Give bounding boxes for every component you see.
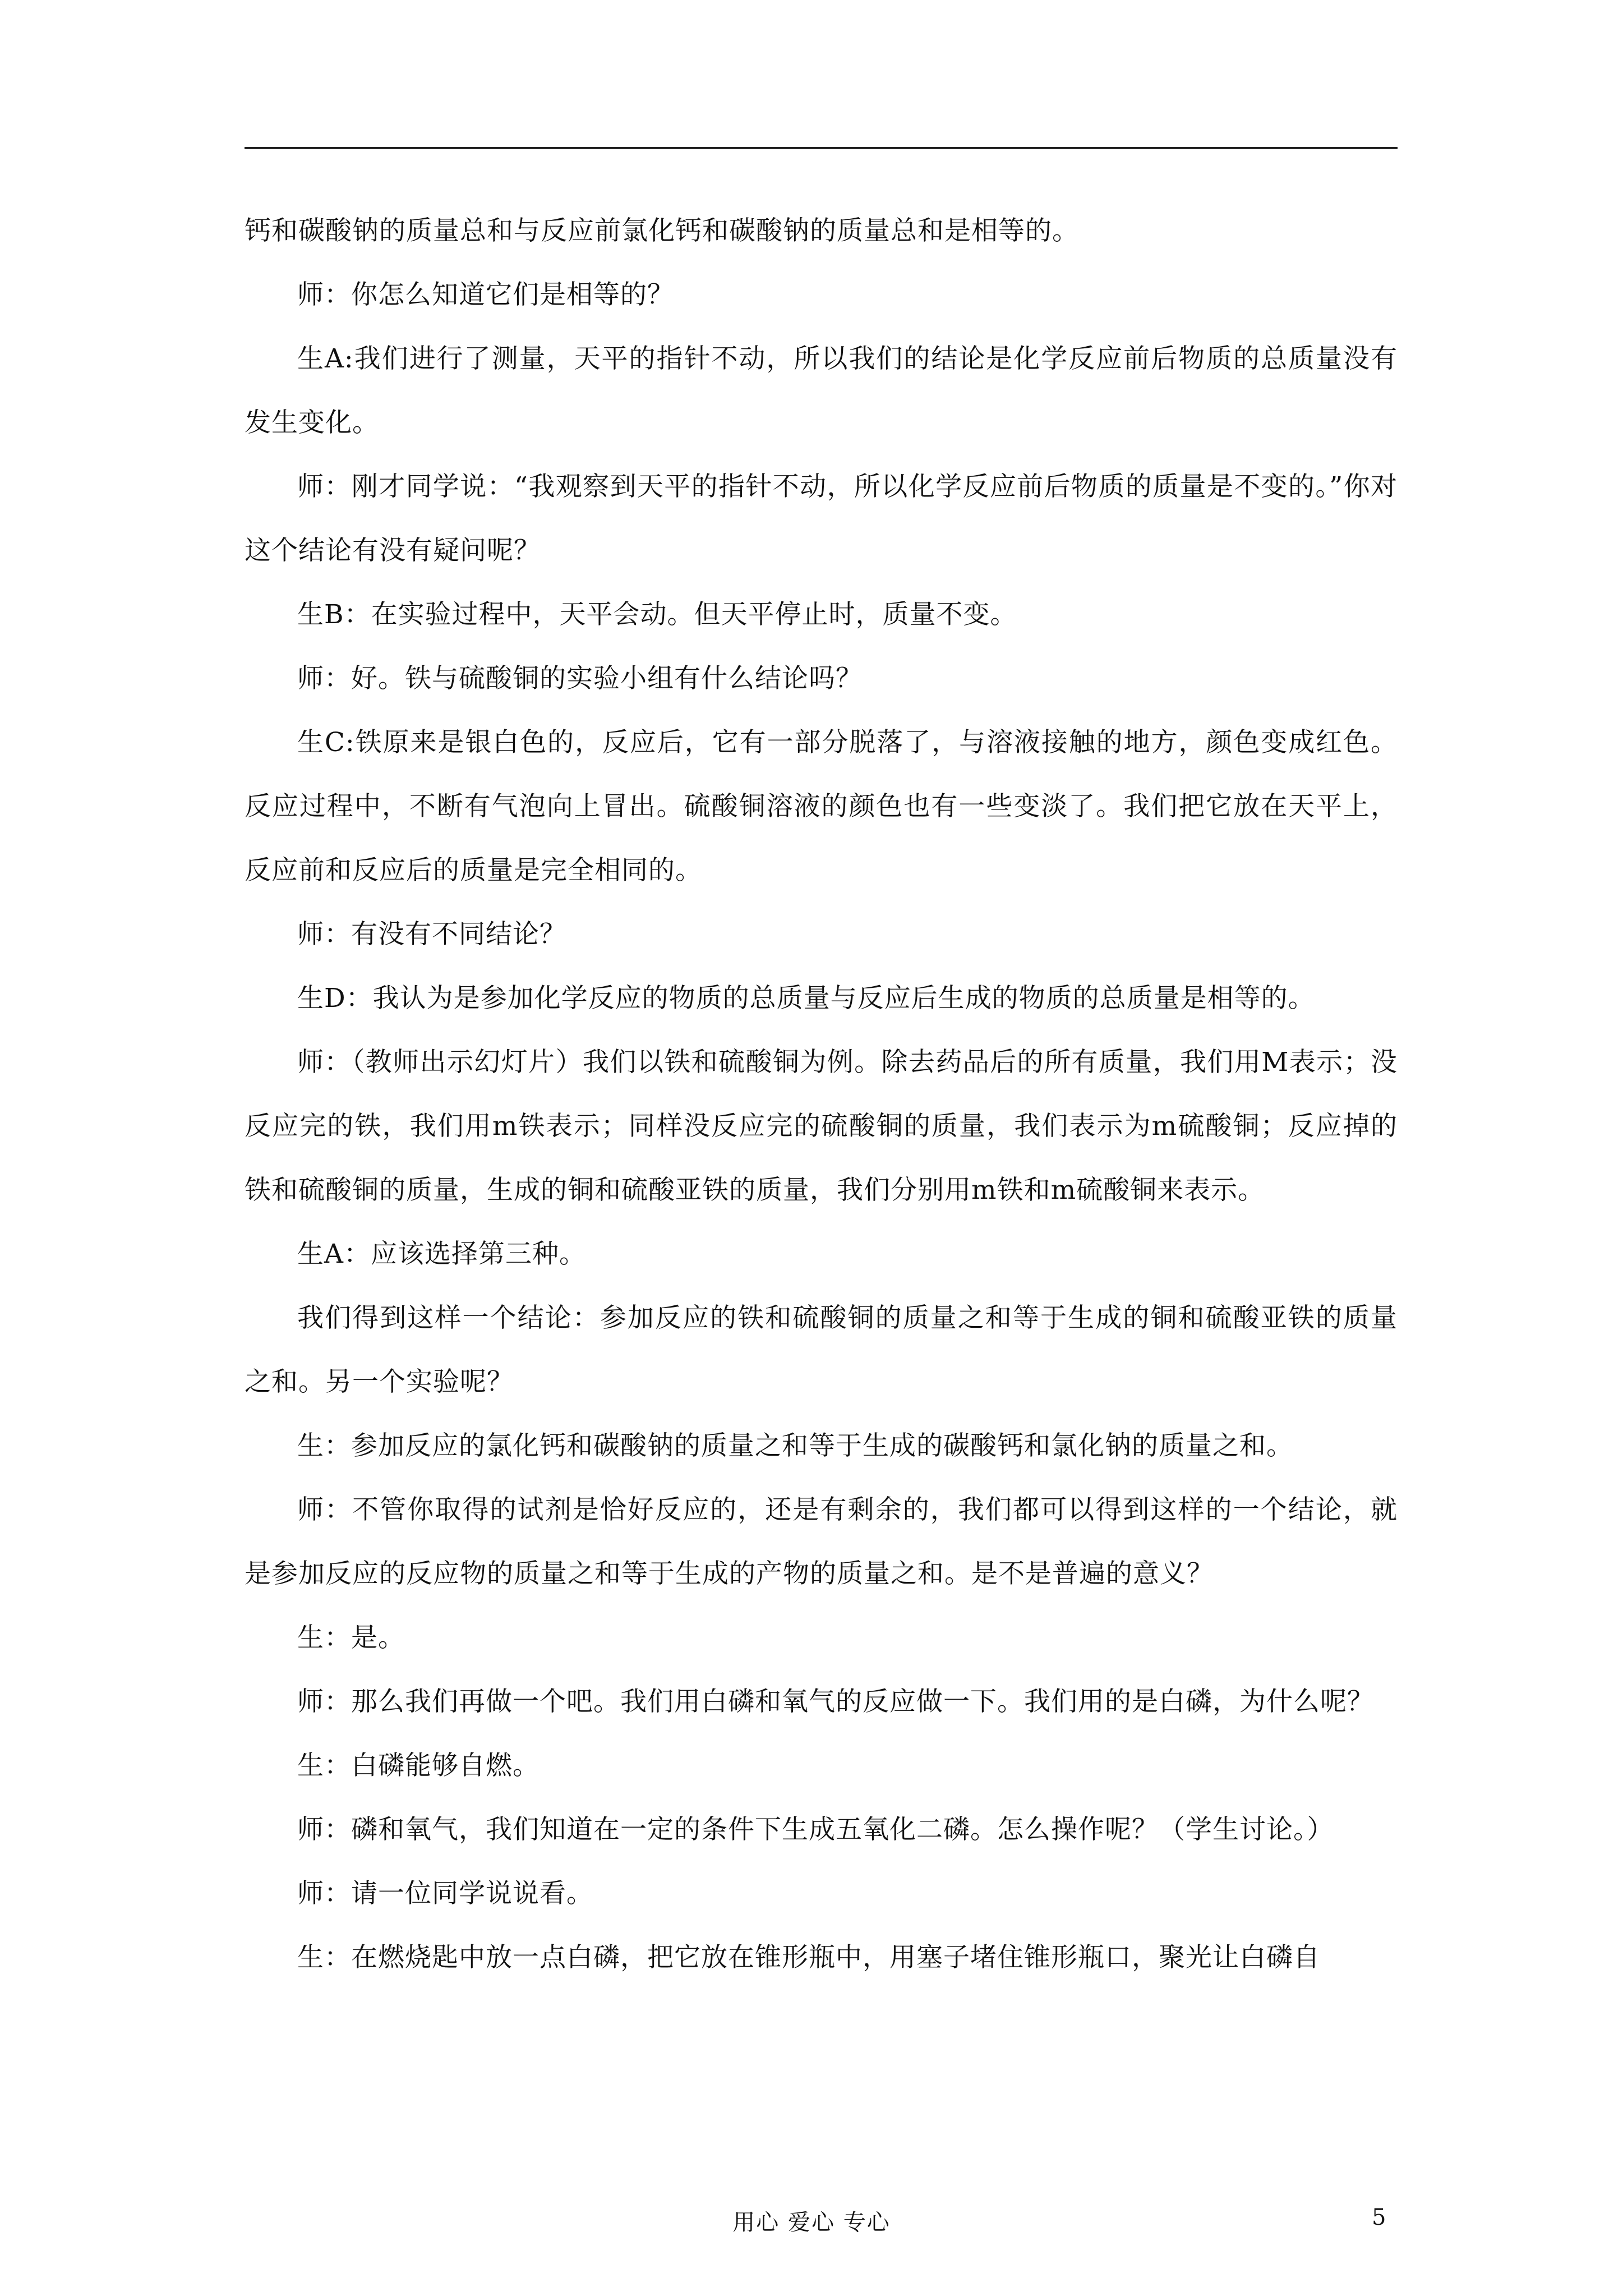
footer-slogan: 用心 爱心 专心 <box>732 2210 891 2235</box>
paragraph: 师：你怎么知道它们是相等的？ <box>297 279 674 310</box>
paragraph: 钙和碳酸钠的质量总和与反应前氯化钙和碳酸钠的质量总和是相等的。 <box>245 215 1079 246</box>
paragraph: 生：是。 <box>297 1622 405 1653</box>
paragraph: 生B：在实验过程中，天平会动。但天平停止时，质量不变。 <box>297 599 1017 630</box>
paragraph: 生：白磷能够自燃。 <box>297 1750 540 1781</box>
paragraph: 师：刚才同学说：“我观察到天平的指针不动，所以化学反应前后物质的质量是不变的。”你对这个结论有没有疑问呢？ <box>245 471 1398 566</box>
paragraph: 师：磷和氧气，我们知道在一定的条件下生成五氧化二磷。怎么操作呢？（学生讨论。） <box>297 1814 1334 1845</box>
paragraph: 师：（教师出示幻灯片）我们以铁和硫酸铜为例。除去药品后的所有质量，我们用M表示；没反应完的铁，我们用m铁表示；同样没反应完的硫酸铜的质量，我们表示为m硫酸铜；反应掉的铁和硫酸铜的质量，生成的铜和硫酸亚铁的质量，我们分别用m铁和m硫酸铜来表示。 <box>245 1047 1398 1205</box>
paragraph: 师：不管你取得的试剂是恰好反应的，还是有剩余的，我们都可以得到这样的一个结论，就是参加反应的反应物的质量之和等于生成的产物的质量之和。是不是普遍的意义？ <box>245 1494 1398 1589</box>
paragraph: 生D：我认为是参加化学反应的物质的总质量与反应后生成的物质的总质量是相等的。 <box>297 983 1315 1014</box>
paragraph: 我们得到这样一个结论：参加反应的铁和硫酸铜的质量之和等于生成的铜和硫酸亚铁的质量之和。另一个实验呢？ <box>245 1303 1398 1397</box>
paragraph: 生：参加反应的氯化钙和碳酸钠的质量之和等于生成的碳酸钙和氯化钠的质量之和。 <box>297 1430 1293 1461</box>
paragraph: 师：那么我们再做一个吧。我们用白磷和氧气的反应做一下。我们用的是白磷，为什么呢？ <box>297 1686 1374 1717</box>
paragraph: 生A：应该选择第三种。 <box>297 1239 586 1269</box>
paragraph: 师：好。铁与硫酸铜的实验小组有什么结论吗？ <box>297 663 863 694</box>
paragraph: 师：请一位同学说说看。 <box>297 1878 593 1909</box>
paragraph: 生：在燃烧匙中放一点白磷，把它放在锥形瓶中，用塞子堵住锥形瓶口，聚光让白磷自 <box>297 1942 1320 1973</box>
paragraph: 生A:我们进行了测量，天平的指针不动，所以我们的结论是化学反应前后物质的总质量没有发生变化。 <box>245 343 1398 438</box>
header-rule <box>245 147 1398 149</box>
paragraph: 师：有没有不同结论？ <box>297 919 566 950</box>
document-body <box>245 199 1398 1990</box>
paragraph: 生C:铁原来是银白色的，反应后，它有一部分脱落了，与溶液接触的地方，颜色变成红色。反应过程中，不断有气泡向上冒出。硫酸铜溶液的颜色也有一些变淡了。我们把它放在天平上，反应前和反应后的质量是完全相同的。 <box>245 727 1398 886</box>
page-number: 5 <box>1372 2205 1386 2230</box>
